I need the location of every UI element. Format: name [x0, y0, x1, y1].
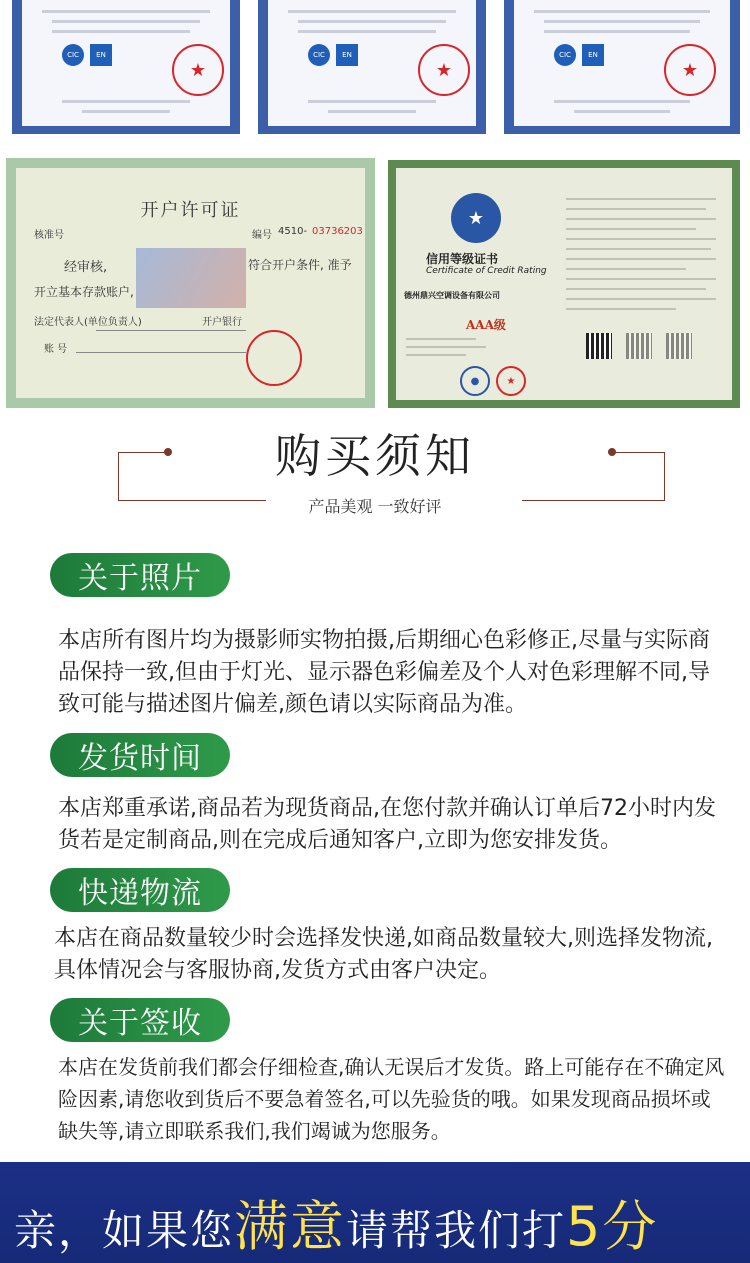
license-code-value: 4510- [278, 226, 308, 237]
divider-dot [608, 448, 616, 456]
credit-seal-icon: ● [460, 366, 490, 396]
page-title: 购买须知 [275, 429, 475, 483]
divider-line [118, 452, 119, 500]
page-subtitle: 产品美观 一致好评 [308, 497, 442, 516]
cic-logo-icon: CIC [62, 44, 84, 66]
banner-highlight: 满意 [234, 1195, 347, 1258]
rating-request-banner [0, 1162, 750, 1263]
cic-logo-icon: CIC [308, 44, 330, 66]
license-line-3b: 开户银行 [202, 317, 242, 328]
license-line-1b: 符合开户条件, 准予 [248, 258, 352, 272]
qr-code-icon [666, 333, 692, 359]
credit-subtitle: Certificate of Credit Rating [426, 266, 547, 276]
certificate-image [258, 0, 486, 134]
license-watermark-band [136, 248, 246, 308]
purchase-notice-header [0, 420, 750, 520]
divider-dot [164, 448, 172, 456]
divider-line [664, 452, 665, 500]
license-line-1: 经审核, [64, 260, 108, 275]
section-label-logistics: 快递物流 [50, 868, 230, 912]
certificate-image [504, 0, 740, 134]
red-seal-icon: ★ [664, 44, 716, 96]
red-seal-icon: ★ [418, 44, 470, 96]
section-label-shipping-time: 发货时间 [50, 733, 230, 777]
credit-badge-icon: ★ [451, 193, 501, 243]
license-number-label: 核准号 [34, 230, 64, 241]
license-code-red: 03736203 [312, 226, 363, 237]
banner-part2: 请帮我们打 [346, 1206, 567, 1255]
divider-line [612, 452, 664, 453]
banner-part1: 亲，如果您 [14, 1206, 235, 1255]
license-seal-icon [246, 330, 302, 386]
credit-company: 德州鼎兴空调设备有限公司 [404, 291, 500, 300]
section-text-photos: 本店所有图片均为摄影师实物拍摄,后期细心色彩修正,尽量与实际商品保持一致,但由于灯光、显示器色彩偏差及个人对色彩理解不同,导致可能与描述图片偏差,颜色请以实际商品为准。 [58, 628, 710, 717]
credit-level: AAA级 [466, 318, 506, 332]
cic-logo-icon: CIC [554, 44, 576, 66]
banner-number: 5分 [566, 1195, 659, 1258]
license-line-2: 开立基本存款账户, [34, 285, 134, 299]
license-line-4: 账 号 [44, 344, 68, 355]
qr-code-icon [626, 333, 652, 359]
qr-code-icon [586, 333, 612, 359]
divider-line [118, 452, 170, 453]
red-seal-icon: ★ [172, 44, 224, 96]
banner-text [14, 1184, 658, 1261]
license-title: 开户许可证 [140, 200, 241, 221]
divider-line [118, 500, 266, 501]
credit-rating-certificate-image [388, 160, 740, 408]
section-label-photos: 关于照片 [50, 553, 230, 597]
credit-red-seal-icon: ★ [496, 366, 526, 396]
section-text-logistics: 本店在商品数量较少时会选择发快递,如商品数量较大,则选择发物流,具体情况会与客服协商,发货方式由客户决定。 [54, 926, 713, 983]
license-line-3: 法定代表人(单位负责人) [34, 317, 142, 328]
license-code-label: 编号 [252, 230, 272, 241]
account-opening-license-image [6, 158, 375, 408]
section-text-receipt: 本店在发货前我们都会仔细检查,确认无误后才发货。路上可能存在不确定风险因素,请您收到货后不要急着签名,可以先验货的哦。如果发现商品损坏或缺失等,请立即联系我们,我们竭诚为您服务。 [58, 1055, 725, 1143]
en-logo-icon: EN [90, 44, 112, 66]
en-logo-icon: EN [336, 44, 358, 66]
section-text-shipping-time: 本店郑重承诺,商品若为现货商品,在您付款并确认订单后72小时内发货若是定制商品,则在完成后通知客户,立即为您安排发货。 [58, 796, 716, 853]
en-logo-icon: EN [582, 44, 604, 66]
credit-title: 信用等级证书 [426, 252, 499, 266]
top-certificates [0, 0, 750, 140]
divider-line [522, 500, 665, 501]
section-label-receipt: 关于签收 [50, 998, 230, 1042]
certificate-image [12, 0, 240, 134]
